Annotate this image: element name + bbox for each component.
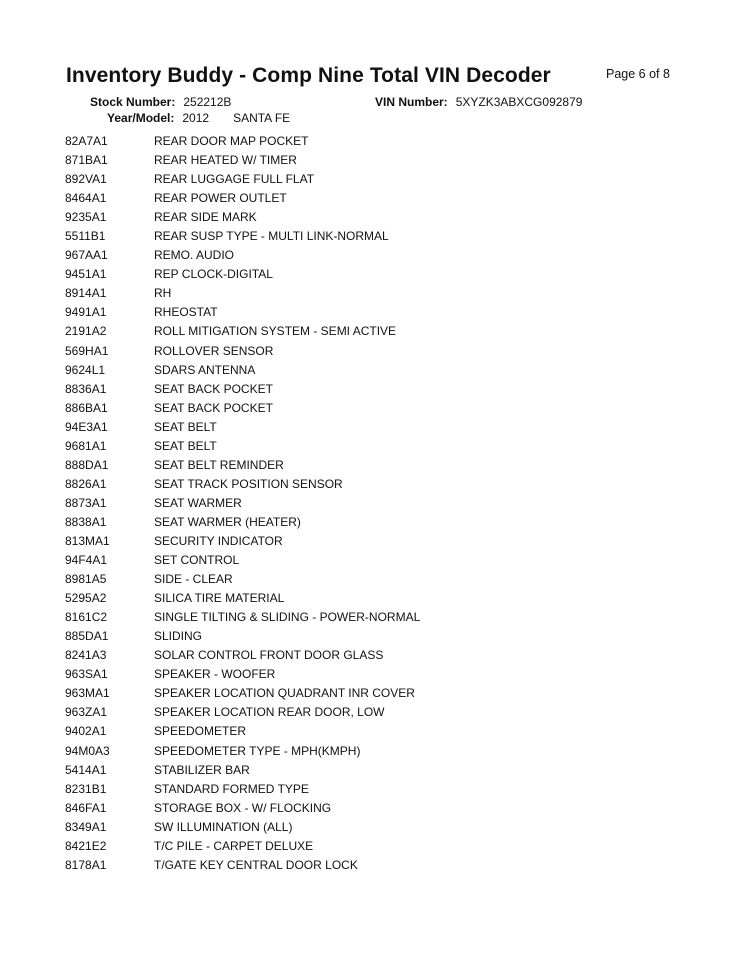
option-description: SEAT WARMER — [154, 495, 242, 510]
option-description: RH — [154, 286, 172, 301]
option-code: 9235A1 — [65, 210, 107, 225]
option-code: 871BA1 — [65, 153, 108, 168]
list-item — [65, 608, 685, 627]
vin-number — [375, 95, 582, 109]
option-description: REAR SUSP TYPE - MULTI LINK-NORMAL — [154, 229, 389, 244]
option-code: 886BA1 — [65, 400, 108, 415]
list-item — [65, 646, 685, 665]
option-description: SEAT BELT — [154, 419, 217, 434]
option-description: REAR HEATED W/ TIMER — [154, 153, 297, 168]
option-description: T/GATE KEY CENTRAL DOOR LOCK — [154, 857, 358, 872]
list-item — [65, 208, 685, 227]
option-code: 813MA1 — [65, 533, 110, 548]
option-code: 8231B1 — [65, 781, 107, 796]
page-number: Page 6 of 8 — [606, 67, 670, 81]
list-item — [65, 361, 685, 380]
option-code: 892VA1 — [65, 172, 107, 187]
option-description: SIDE - CLEAR — [154, 572, 233, 587]
list-item — [65, 532, 685, 551]
list-item — [65, 303, 685, 322]
list-item — [65, 703, 685, 722]
list-item — [65, 627, 685, 646]
option-description: REAR POWER OUTLET — [154, 191, 287, 206]
option-description: SLIDING — [154, 629, 203, 644]
list-item — [65, 570, 685, 589]
option-code: 8981A5 — [65, 572, 107, 587]
list-item — [65, 456, 685, 475]
option-code: 846FA1 — [65, 800, 107, 815]
option-description: SEAT BACK POCKET — [154, 381, 273, 396]
option-description: SINGLE TILTING & SLIDING - POWER-NORMAL — [154, 610, 421, 625]
list-item — [65, 799, 685, 818]
option-description: STANDARD FORMED TYPE — [154, 781, 309, 796]
option-description: SPEEDOMETER — [154, 724, 247, 739]
option-code: 8838A1 — [65, 514, 107, 529]
list-item — [65, 475, 685, 494]
option-code: 8241A3 — [65, 648, 107, 663]
option-description: RHEOSTAT — [154, 305, 218, 320]
list-item — [65, 818, 685, 837]
option-description: REP CLOCK-DIGITAL — [154, 267, 273, 282]
option-code: 967AA1 — [65, 248, 108, 263]
list-item — [65, 513, 685, 532]
option-description: ROLLOVER SENSOR — [154, 343, 274, 358]
option-code: 9451A1 — [65, 267, 107, 282]
list-item — [65, 684, 685, 703]
list-item — [65, 589, 685, 608]
option-code: 5295A2 — [65, 591, 107, 606]
option-description: REAR SIDE MARK — [154, 210, 257, 225]
option-description: STABILIZER BAR — [154, 762, 250, 777]
option-code: 8836A1 — [65, 381, 107, 396]
option-description: REMO. AUDIO — [154, 248, 235, 263]
option-description: ROLL MITIGATION SYSTEM - SEMI ACTIVE — [154, 324, 397, 339]
option-description: SOLAR CONTROL FRONT DOOR GLASS — [154, 648, 384, 663]
option-description: REAR LUGGAGE FULL FLAT — [154, 172, 315, 187]
list-item — [65, 780, 685, 799]
option-description: SPEAKER LOCATION REAR DOOR, LOW — [154, 705, 385, 720]
stock-number-label: Stock Number: — [90, 95, 176, 109]
option-code: 94E3A1 — [65, 419, 108, 434]
option-description: SEAT TRACK POSITION SENSOR — [154, 476, 343, 491]
option-code: 9624L1 — [65, 362, 106, 377]
option-code: 94M0A3 — [65, 743, 110, 758]
option-code: 8178A1 — [65, 857, 107, 872]
option-description: SDARS ANTENNA — [154, 362, 256, 377]
list-item — [65, 856, 685, 875]
option-description: SEAT BACK POCKET — [154, 400, 273, 415]
list-item — [65, 246, 685, 265]
option-code: 885DA1 — [65, 629, 109, 644]
list-item — [65, 418, 685, 437]
option-description: SPEEDOMETER TYPE - MPH(KMPH) — [154, 743, 361, 758]
list-item — [65, 837, 685, 856]
option-code: 963SA1 — [65, 667, 108, 682]
list-item — [65, 761, 685, 780]
option-code: 94F4A1 — [65, 553, 108, 568]
list-item — [65, 151, 685, 170]
option-code: 8914A1 — [65, 286, 107, 301]
vin-number-value: 5XYZK3ABXCG092879 — [455, 95, 583, 109]
option-code: 82A7A1 — [65, 134, 108, 148]
option-code-list — [65, 132, 685, 875]
list-item — [65, 665, 685, 684]
list-item — [65, 265, 685, 284]
option-code: 5414A1 — [65, 762, 107, 777]
option-code: 9402A1 — [65, 724, 107, 739]
list-item — [65, 189, 685, 208]
stock-number — [90, 95, 231, 109]
option-code: 8161C2 — [65, 610, 108, 625]
option-code: 2191A2 — [65, 324, 107, 339]
list-item — [65, 437, 685, 456]
option-code: 569HA1 — [65, 343, 109, 358]
option-description: SPEAKER LOCATION QUADRANT INR COVER — [154, 686, 415, 701]
list-item — [65, 722, 685, 741]
year-model — [107, 111, 290, 125]
option-code: 8421E2 — [65, 838, 107, 853]
option-description: SW ILLUMINATION (ALL) — [154, 819, 293, 834]
option-code: 9491A1 — [65, 305, 107, 320]
vin-number-label: VIN Number: — [375, 95, 448, 109]
option-code: 8349A1 — [65, 819, 107, 834]
page-title: Inventory Buddy - Comp Nine Total VIN Decoder — [66, 64, 551, 87]
model-value: SANTA FE — [233, 111, 291, 125]
stock-number-value: 252212B — [183, 95, 232, 109]
option-description: SEAT BELT — [154, 438, 217, 453]
option-code: 888DA1 — [65, 457, 109, 472]
list-item — [65, 342, 685, 361]
option-code: 963ZA1 — [65, 705, 108, 720]
list-item — [65, 284, 685, 303]
option-description: REAR DOOR MAP POCKET — [154, 134, 309, 148]
option-code: 9681A1 — [65, 438, 107, 453]
option-description: SECURITY INDICATOR — [154, 533, 283, 548]
list-item — [65, 170, 685, 189]
option-code: 8826A1 — [65, 476, 107, 491]
list-item — [65, 399, 685, 418]
option-description: STORAGE BOX - W/ FLOCKING — [154, 800, 332, 815]
option-code: 8873A1 — [65, 495, 107, 510]
option-description: SET CONTROL — [154, 553, 240, 568]
option-code: 963MA1 — [65, 686, 110, 701]
option-code: 8464A1 — [65, 191, 107, 206]
year-value: 2012 — [182, 111, 210, 125]
list-item — [65, 551, 685, 570]
option-code: 5511B1 — [65, 229, 106, 244]
option-description: SEAT WARMER (HEATER) — [154, 514, 301, 529]
list-item — [65, 227, 685, 246]
list-item — [65, 132, 685, 151]
list-item — [65, 380, 685, 399]
option-description: SEAT BELT REMINDER — [154, 457, 284, 472]
year-model-label: Year/Model: — [107, 111, 175, 125]
option-description: SILICA TIRE MATERIAL — [154, 591, 285, 606]
option-description: T/C PILE - CARPET DELUXE — [154, 838, 314, 853]
list-item — [65, 322, 685, 341]
list-item — [65, 494, 685, 513]
option-description: SPEAKER - WOOFER — [154, 667, 276, 682]
list-item — [65, 742, 685, 761]
